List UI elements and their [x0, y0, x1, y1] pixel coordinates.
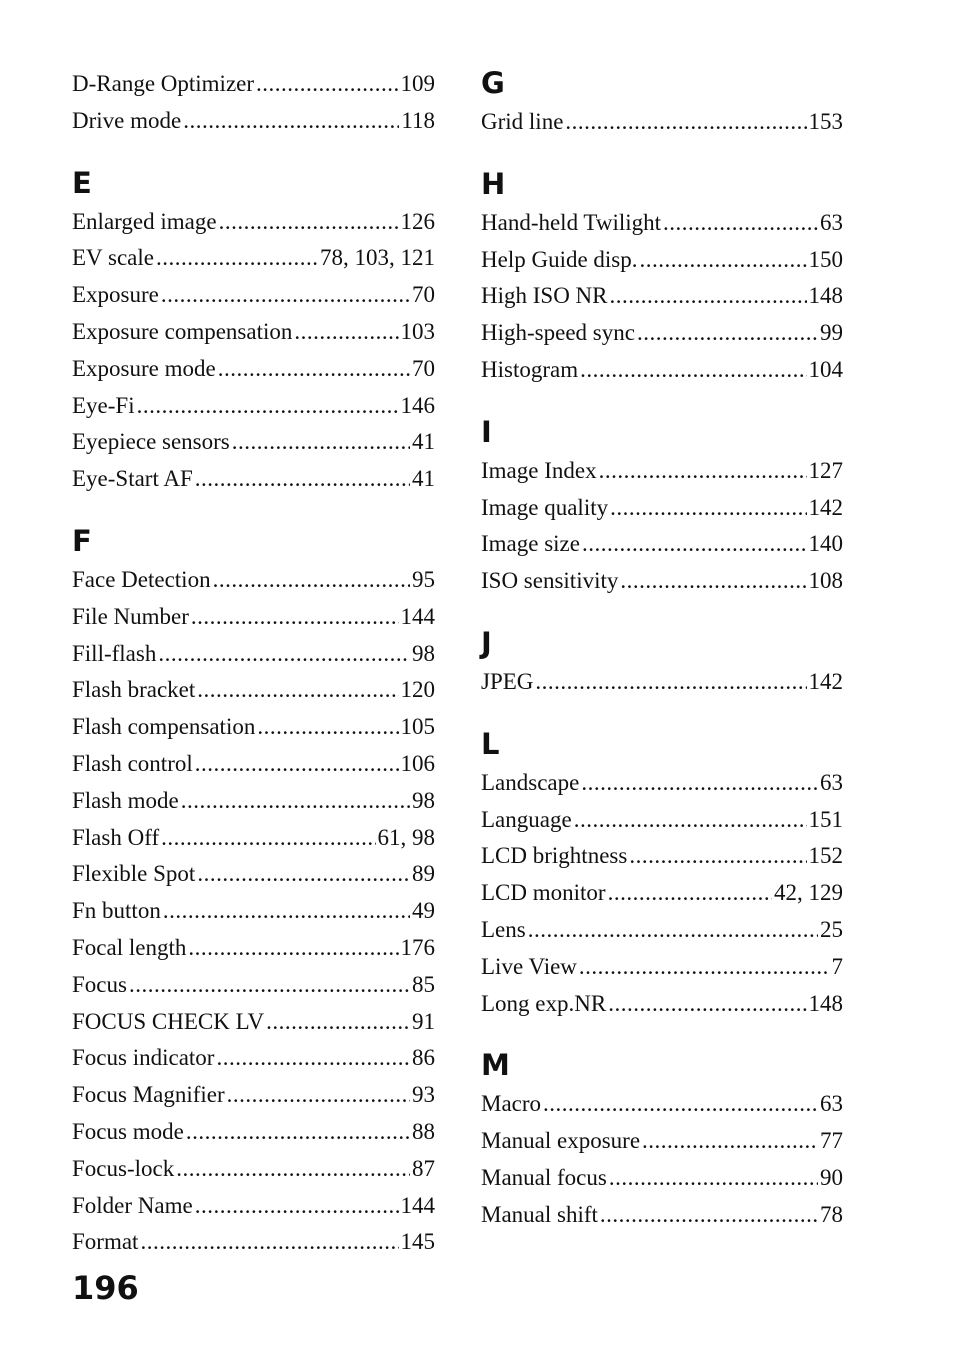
index-entry: [72, 351, 435, 388]
section-spacer: [481, 1022, 843, 1048]
index-page-ref: 95: [412, 566, 435, 592]
index-entry: [72, 820, 435, 857]
index-entry: [72, 856, 435, 893]
index-page-ref: 145: [400, 1229, 435, 1255]
index-term: Fill-flash: [72, 640, 157, 666]
index-term: Exposure mode: [72, 355, 216, 381]
index-section: [481, 727, 843, 1023]
section-spacer: [481, 389, 843, 415]
index-entry: [481, 352, 843, 389]
dot-leader: [181, 783, 410, 820]
index-page-ref: 90: [820, 1164, 843, 1190]
index-term: Long exp.NR: [481, 990, 607, 1016]
index-term: JPEG: [481, 668, 534, 694]
index-page-ref: 93: [412, 1082, 435, 1108]
dot-leader: [218, 351, 410, 388]
index-page-ref: 61, 98: [377, 824, 435, 850]
index-entry: [481, 664, 843, 701]
dot-leader: [580, 352, 806, 389]
index-page-ref: 120: [400, 677, 435, 703]
dot-leader: [600, 1197, 818, 1234]
index-entry: [72, 388, 435, 425]
index-page-ref: 148: [808, 283, 843, 309]
page-number: 196: [72, 1269, 139, 1307]
dot-leader: [227, 1077, 410, 1114]
index-entry: [72, 424, 435, 461]
section-letter: M: [481, 1048, 510, 1083]
index-entry: [72, 783, 435, 820]
section-letter: F: [72, 523, 92, 558]
dot-leader: [213, 562, 410, 599]
dot-leader: [256, 66, 398, 103]
dot-leader: [129, 967, 410, 1004]
index-page-ref: 144: [400, 1192, 435, 1218]
index-entry: [72, 1004, 435, 1041]
index-page-ref: 91: [412, 1008, 435, 1034]
section-letter: G: [481, 66, 505, 100]
index-page-ref: 105: [400, 714, 435, 740]
dot-leader: [197, 856, 410, 893]
index-term: Eye-Fi: [72, 392, 135, 418]
index-term: Lens: [481, 916, 526, 942]
index-page-ref: 109: [400, 71, 435, 96]
index-page-ref: 98: [412, 640, 435, 666]
index-section: [481, 626, 843, 701]
dot-leader: [158, 636, 410, 673]
index-page-ref: 78, 103, 121: [320, 245, 435, 271]
index-page-ref: 142: [808, 494, 843, 520]
index-entry: [72, 240, 435, 277]
index-entry: [72, 314, 435, 351]
dot-leader: [620, 563, 806, 600]
dot-leader: [161, 277, 410, 314]
index-term: Live View: [481, 953, 577, 979]
index-entry: [72, 277, 435, 314]
index-entry: [481, 315, 843, 352]
dot-leader: [629, 838, 806, 875]
index-term: Eye-Start AF: [72, 466, 193, 492]
index-page-ref: 63: [820, 1091, 843, 1117]
index-term: Manual focus: [481, 1164, 607, 1190]
index-page-ref: 127: [808, 457, 843, 483]
index-entry: [72, 1151, 435, 1188]
dot-leader: [161, 820, 375, 857]
dot-leader: [188, 930, 398, 967]
index-section: [481, 1048, 843, 1233]
index-entry: [72, 66, 435, 103]
dot-leader: [582, 526, 807, 563]
dot-leader: [565, 104, 806, 141]
section-letter: J: [481, 625, 492, 660]
index-term: Flash Off: [72, 824, 160, 850]
section-letter: H: [481, 166, 506, 201]
index-page-ref: 151: [808, 806, 843, 832]
index-page-ref: 89: [412, 861, 435, 887]
dot-leader: [257, 709, 398, 746]
index-term: Image size: [481, 531, 580, 557]
index-term: Eyepiece sensors: [72, 429, 230, 455]
index-entry: [72, 967, 435, 1004]
index-term: ISO sensitivity: [481, 568, 619, 594]
index-term: Flash bracket: [72, 677, 196, 703]
index-entry: [481, 912, 843, 949]
index-page-ref: 99: [820, 320, 843, 346]
index-entry: [481, 949, 843, 986]
section-spacer: [72, 498, 435, 524]
dot-leader: [195, 461, 410, 498]
index-entry: [481, 1197, 843, 1234]
index-entry: [481, 765, 843, 802]
index-page-ref: 142: [808, 668, 843, 694]
index-page-ref: 126: [400, 208, 435, 234]
index-term: EV scale: [72, 245, 154, 271]
index-page-ref: 176: [400, 934, 435, 960]
index-entry: [481, 1123, 843, 1160]
index-entry: [481, 1086, 843, 1123]
index-page-ref: 144: [400, 603, 435, 629]
index-entry: [72, 709, 435, 746]
index-term: Focal length: [72, 934, 187, 960]
index-page-ref: 104: [808, 356, 843, 382]
section-spacer: [481, 141, 843, 167]
index-column-left: [72, 66, 435, 1261]
index-term: Focus mode: [72, 1118, 184, 1144]
index-term: File Number: [72, 603, 189, 629]
dot-leader: [608, 875, 772, 912]
index-entry: [72, 1224, 435, 1261]
index-term: Grid line: [481, 109, 564, 134]
dot-leader: [140, 1224, 398, 1261]
index-page-ref: 49: [412, 898, 435, 924]
index-page-ref: 118: [401, 107, 435, 133]
dot-leader: [197, 672, 398, 709]
index-term: Flash control: [72, 750, 193, 776]
index-term: D-Range Optimizer: [72, 71, 255, 96]
index-term: FOCUS CHECK LV: [72, 1008, 265, 1034]
section-letter: E: [72, 165, 92, 200]
index-term: Focus: [72, 971, 127, 997]
index-section: [72, 166, 435, 498]
dot-leader: [232, 424, 410, 461]
index-entry: [72, 103, 435, 140]
dot-leader: [216, 1040, 410, 1077]
index-section: [481, 167, 843, 389]
dot-leader: [609, 1160, 818, 1197]
index-page-ref: 103: [400, 318, 435, 344]
dot-leader: [640, 242, 807, 279]
index-term: Flash mode: [72, 787, 179, 813]
index-term: Focus-lock: [72, 1155, 175, 1181]
index-term: Face Detection: [72, 566, 211, 592]
section-spacer: [72, 140, 435, 166]
index-page-ref: 150: [808, 246, 843, 272]
dot-leader: [642, 1123, 818, 1160]
dot-leader: [186, 1114, 410, 1151]
dot-leader: [156, 240, 318, 277]
index-section: [72, 66, 435, 140]
index-page-ref: 87: [412, 1155, 435, 1181]
index-entry: [481, 1160, 843, 1197]
index-entry: [72, 636, 435, 673]
index-entry: [481, 875, 843, 912]
dot-leader: [579, 949, 830, 986]
index-term: Language: [481, 806, 572, 832]
index-entry: [481, 490, 843, 527]
index-term: Focus indicator: [72, 1045, 215, 1071]
index-page-ref: 152: [808, 843, 843, 869]
index-page-ref: 140: [808, 531, 843, 557]
index-page-ref: 86: [412, 1045, 435, 1071]
index-entry: [481, 278, 843, 315]
index-entry: [481, 104, 843, 141]
index-term: LCD brightness: [481, 843, 628, 869]
index-page-ref: 7: [831, 953, 843, 979]
index-page-ref: 41: [412, 429, 435, 455]
index-page-ref: 106: [400, 750, 435, 776]
dot-leader: [183, 103, 399, 140]
index-column-right: [481, 66, 843, 1234]
index-entry: [481, 802, 843, 839]
index-term: Manual exposure: [481, 1128, 641, 1154]
index-term: Help Guide disp.: [481, 246, 638, 272]
dot-leader: [191, 599, 399, 636]
dot-leader: [137, 388, 399, 425]
dot-leader: [195, 1188, 399, 1225]
index-page-ref: 85: [412, 971, 435, 997]
index-term: Fn button: [72, 898, 161, 924]
index-term: Flexible Spot: [72, 861, 196, 887]
dot-leader: [608, 986, 806, 1023]
index-page-ref: 63: [820, 209, 843, 235]
index-page-ref: 41: [412, 466, 435, 492]
index-page-ref: 77: [820, 1128, 843, 1154]
dot-leader: [610, 278, 807, 315]
index-term: Flash compensation: [72, 714, 256, 740]
dot-leader: [543, 1086, 818, 1123]
dot-leader: [163, 893, 410, 930]
index-entry: [481, 526, 843, 563]
dot-leader: [581, 765, 818, 802]
dot-leader: [219, 204, 399, 241]
index-page-ref: 146: [400, 392, 435, 418]
index-term: Image quality: [481, 494, 609, 520]
index-page-ref: 88: [412, 1118, 435, 1144]
index-page-ref: 70: [412, 282, 435, 308]
index-entry: [481, 453, 843, 490]
index-entry: [481, 205, 843, 242]
index-page-ref: 70: [412, 355, 435, 381]
index-term: Exposure compensation: [72, 318, 293, 344]
index-term: Macro: [481, 1091, 542, 1117]
index-term: High ISO NR: [481, 283, 608, 309]
index-page-ref: 98: [412, 787, 435, 813]
index-section: [481, 415, 843, 600]
index-term: Folder Name: [72, 1192, 193, 1218]
index-term: Focus Magnifier: [72, 1082, 225, 1108]
index-entry: [72, 746, 435, 783]
index-term: LCD monitor: [481, 880, 606, 906]
dot-leader: [176, 1151, 410, 1188]
index-term: Histogram: [481, 356, 579, 382]
index-page-ref: 25: [820, 916, 843, 942]
dot-leader: [294, 314, 398, 351]
index-page-ref: 42, 129: [774, 880, 843, 906]
index-entry: [72, 562, 435, 599]
section-spacer: [481, 600, 843, 626]
index-entry: [481, 242, 843, 279]
index-entry: [481, 838, 843, 875]
index-entry: [72, 1114, 435, 1151]
index-entry: [72, 1077, 435, 1114]
index-term: Format: [72, 1229, 139, 1255]
index-entry: [72, 893, 435, 930]
dot-leader: [535, 664, 806, 701]
index-term: Manual shift: [481, 1201, 598, 1227]
index-entry: [72, 1188, 435, 1225]
index-page-ref: 108: [808, 568, 843, 594]
index-entry: [481, 563, 843, 600]
index-page-ref: 153: [808, 109, 843, 134]
index-entry: [72, 461, 435, 498]
index-page-ref: 63: [820, 769, 843, 795]
dot-leader: [266, 1004, 410, 1041]
index-term: Hand-held Twilight: [481, 209, 662, 235]
index-page-ref: 148: [808, 990, 843, 1016]
section-spacer: [481, 701, 843, 727]
index-entry: [481, 986, 843, 1023]
index-term: Enlarged image: [72, 208, 217, 234]
index-term: Landscape: [481, 769, 580, 795]
index-entry: [72, 672, 435, 709]
index-entry: [72, 1040, 435, 1077]
index-entry: [72, 599, 435, 636]
section-letter: L: [481, 726, 500, 761]
dot-leader: [528, 912, 818, 949]
index-page-ref: 78: [820, 1201, 843, 1227]
index-term: High-speed sync: [481, 320, 635, 346]
dot-leader: [195, 746, 399, 783]
section-letter: I: [481, 414, 492, 449]
dot-leader: [637, 315, 818, 352]
index-section: [481, 66, 843, 141]
index-section: [72, 524, 435, 1261]
index-entry: [72, 930, 435, 967]
index-term: Image Index: [481, 457, 597, 483]
dot-leader: [663, 205, 818, 242]
dot-leader: [574, 802, 807, 839]
dot-leader: [610, 490, 806, 527]
index-term: Exposure: [72, 282, 159, 308]
index-term: Drive mode: [72, 107, 182, 133]
dot-leader: [599, 453, 807, 490]
index-entry: [72, 204, 435, 241]
